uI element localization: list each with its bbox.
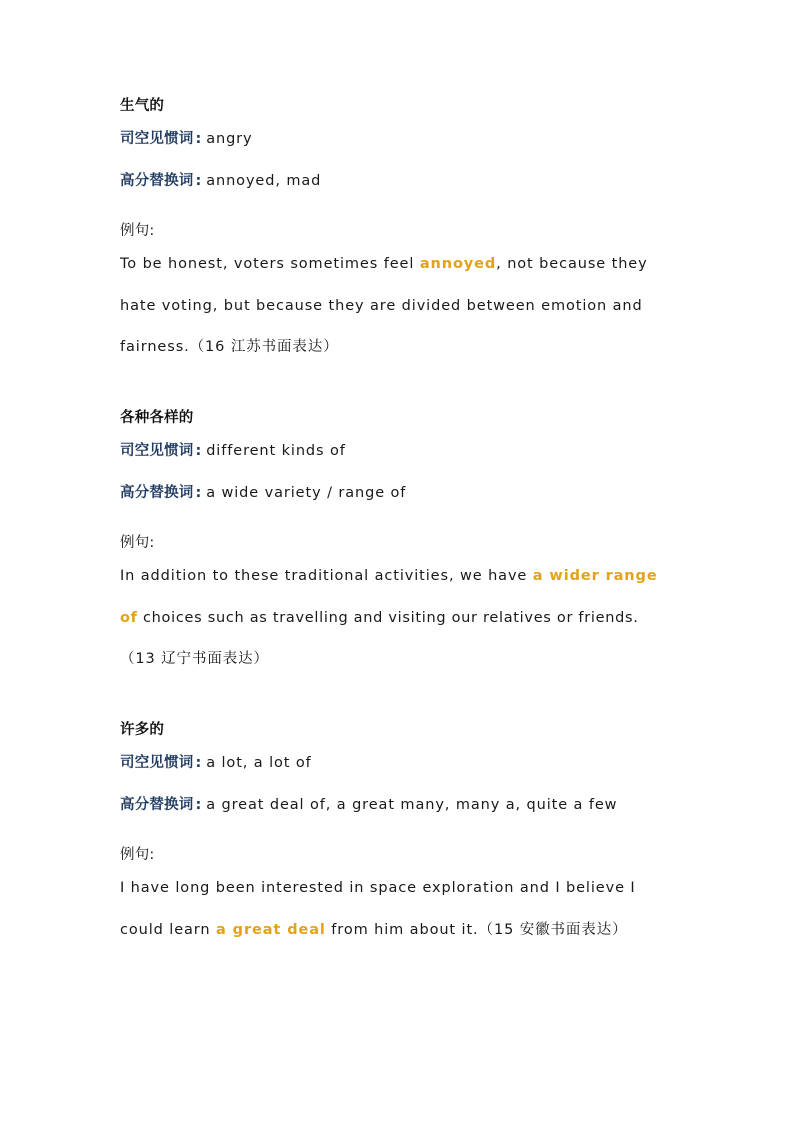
section-3-title: 许多的 <box>120 722 165 738</box>
label-colon: : <box>195 173 203 189</box>
section-2-example-line-2 <box>120 608 639 628</box>
example-text: could learn <box>120 922 217 938</box>
example-text: In addition to these traditional activities, we have <box>120 568 533 584</box>
label-colon: : <box>195 485 203 501</box>
label-colon: : <box>195 755 203 771</box>
section-2-advanced-row <box>120 483 406 503</box>
highlighted-phrase: a wider range <box>532 568 658 584</box>
label-colon: : <box>195 797 203 813</box>
section-1-common-row <box>120 129 253 149</box>
section-1-common-value: angry <box>206 131 253 147</box>
section-3-advanced-value: a great deal of, a great many, many a, quite a few <box>206 797 618 813</box>
section-3-common-value: a lot, a lot of <box>206 755 312 771</box>
section-3-advanced-row <box>120 795 617 815</box>
common-word-label: 司空见惯词 <box>120 755 194 771</box>
advanced-word-label: 高分替换词 <box>120 173 194 189</box>
label-colon: : <box>195 131 203 147</box>
section-1-advanced-row <box>120 171 321 191</box>
section-1-example-line-3: fairness.（16 江苏书面表达） <box>120 339 339 355</box>
section-2-common-value: different kinds of <box>206 443 346 459</box>
highlighted-phrase: annoyed <box>419 256 497 272</box>
section-2-example-line-3: （13 辽宁书面表达） <box>120 651 269 667</box>
advanced-word-label: 高分替换词 <box>120 485 194 501</box>
section-1-advanced-value: annoyed, mad <box>206 173 322 189</box>
section-2-title: 各种各样的 <box>120 410 194 426</box>
example-text: choices such as travelling and visiting our relatives or friends. <box>137 610 639 626</box>
section-1-example-label: 例句: <box>120 223 155 239</box>
section-2-example-label: 例句: <box>120 535 155 551</box>
section-3-common-row <box>120 753 312 773</box>
section-3-example-line-1: I have long been interested in space exploration and I believe I <box>120 880 636 896</box>
example-text: from him about it.（15 安徽书面表达） <box>325 922 628 938</box>
common-word-label: 司空见惯词 <box>120 131 194 147</box>
section-2-common-row <box>120 441 346 461</box>
advanced-word-label: 高分替换词 <box>120 797 194 813</box>
section-1-example-line-2: hate voting, but because they are divided between emotion and <box>120 298 643 314</box>
highlighted-phrase: a great deal <box>216 922 326 938</box>
highlighted-phrase: of <box>120 610 138 626</box>
common-word-label: 司空见惯词 <box>120 443 194 459</box>
section-3-example-label: 例句: <box>120 847 155 863</box>
section-1-title: 生气的 <box>120 98 165 114</box>
section-2-example-line-1 <box>120 566 658 586</box>
section-2-advanced-value: a wide variety / range of <box>206 485 407 501</box>
section-1-example-line-1 <box>120 254 648 274</box>
example-text: , not because they <box>496 256 648 272</box>
example-text: To be honest, voters sometimes feel <box>120 256 420 272</box>
label-colon: : <box>195 443 203 459</box>
section-3-example-line-2 <box>120 920 628 940</box>
